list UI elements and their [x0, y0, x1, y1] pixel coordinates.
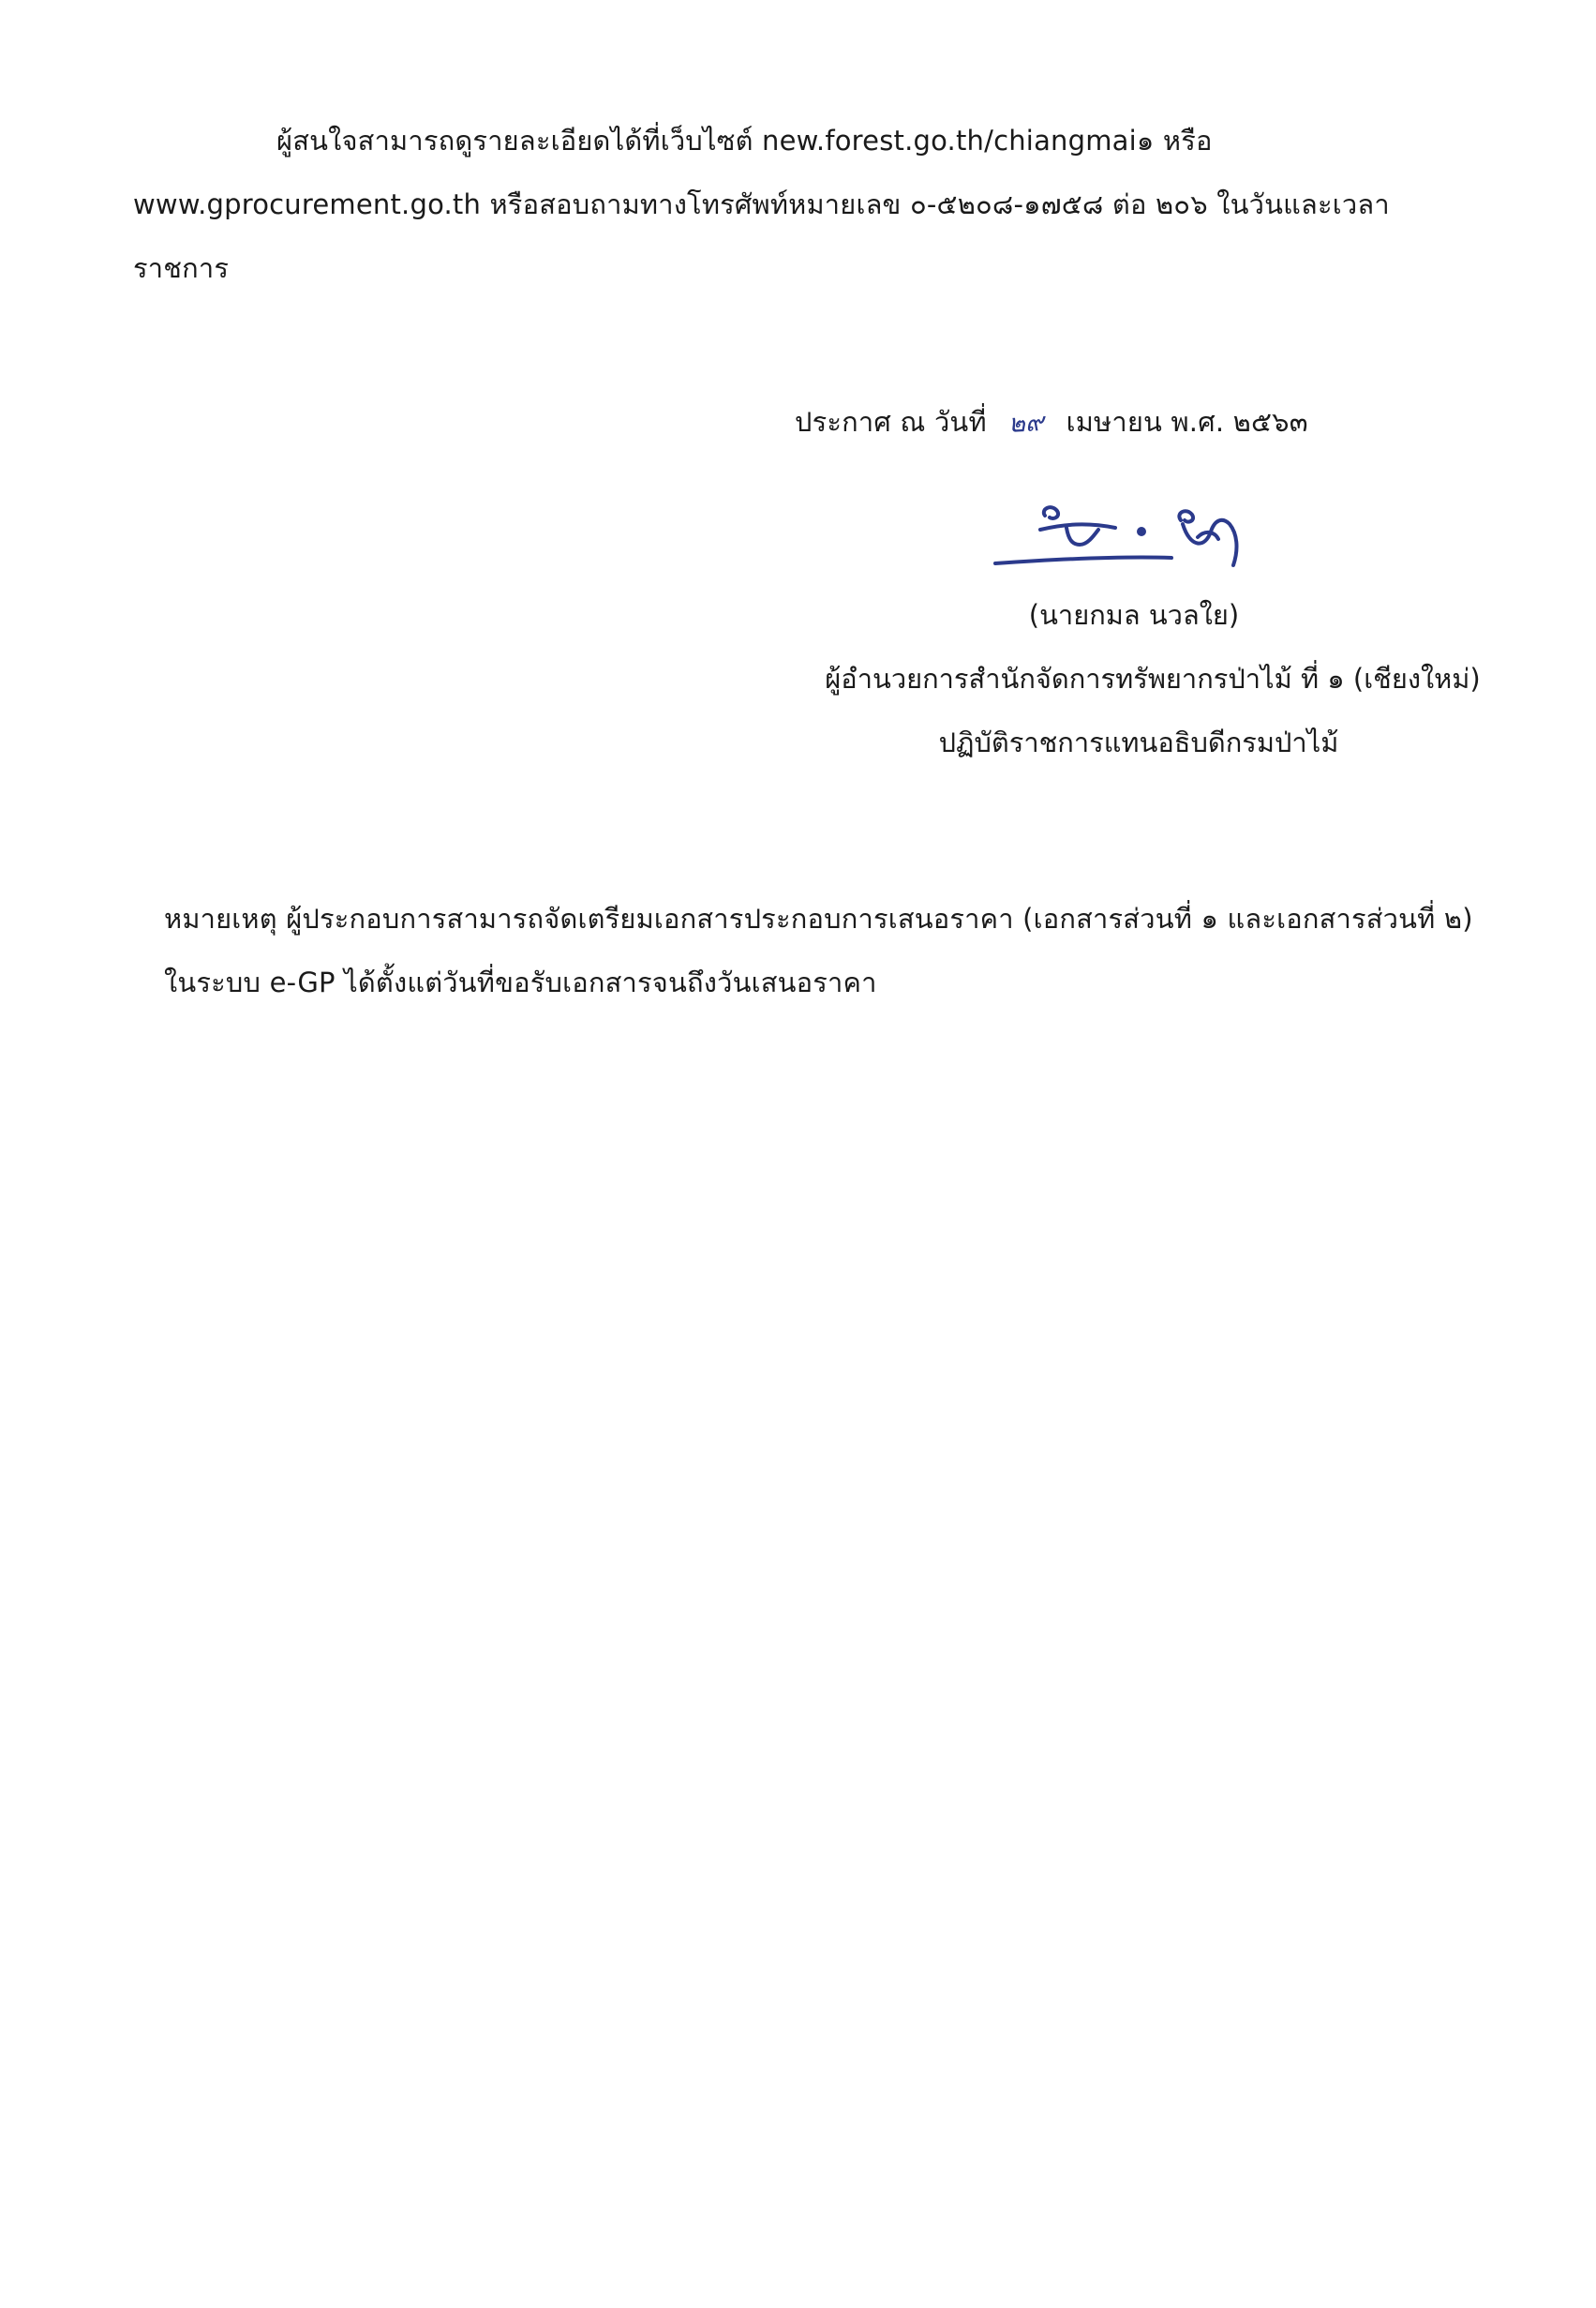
contact-line-1: ผู้สนใจสามารถดูรายละเอียดได้ที่เว็บไซต์ new.forest.go.th/chiangmai๑ หรือ	[276, 125, 1213, 157]
contact-line-3: ราชการ	[133, 252, 230, 284]
signer-name: (นายกมล นวลใย)	[1028, 599, 1240, 631]
contact-line-2: www.gprocurement.go.th หรือสอบถามทางโทรศัพท์หมายเลข ๐-๕๒๐๘-๑๗๕๘ ต่อ ๒๐๖ ในวันและเวลา	[133, 188, 1390, 220]
signer-acting: ปฏิบัติราชการแทนอธิบดีกรมป่าไม้	[938, 727, 1339, 758]
note-line-1: หมายเหตุ ผู้ประกอบการสามารถจัดเตรียมเอกสารประกอบการเสนอราคา (เอกสารส่วนที่ ๑ และเอกสารส่วนที่ ๒)	[164, 903, 1473, 935]
announcement-date	[795, 403, 1308, 442]
announcement-suffix: เมษายน พ.ศ. ๒๕๖๓	[1066, 406, 1308, 438]
announcement-prefix: ประกาศ ณ วันที่	[795, 406, 987, 438]
note-line-2: ในระบบ e-GP ได้ตั้งแต่วันที่ขอรับเอกสารจนถึงวันเสนอราคา	[164, 967, 877, 998]
signer-position: ผู้อำนวยการสำนักจัดการทรัพยากรป่าไม้ ที่ ๑ (เชียงใหม่)	[825, 663, 1481, 695]
handwritten-signature	[975, 483, 1284, 586]
announcement-day: ๒๙	[1007, 408, 1045, 439]
